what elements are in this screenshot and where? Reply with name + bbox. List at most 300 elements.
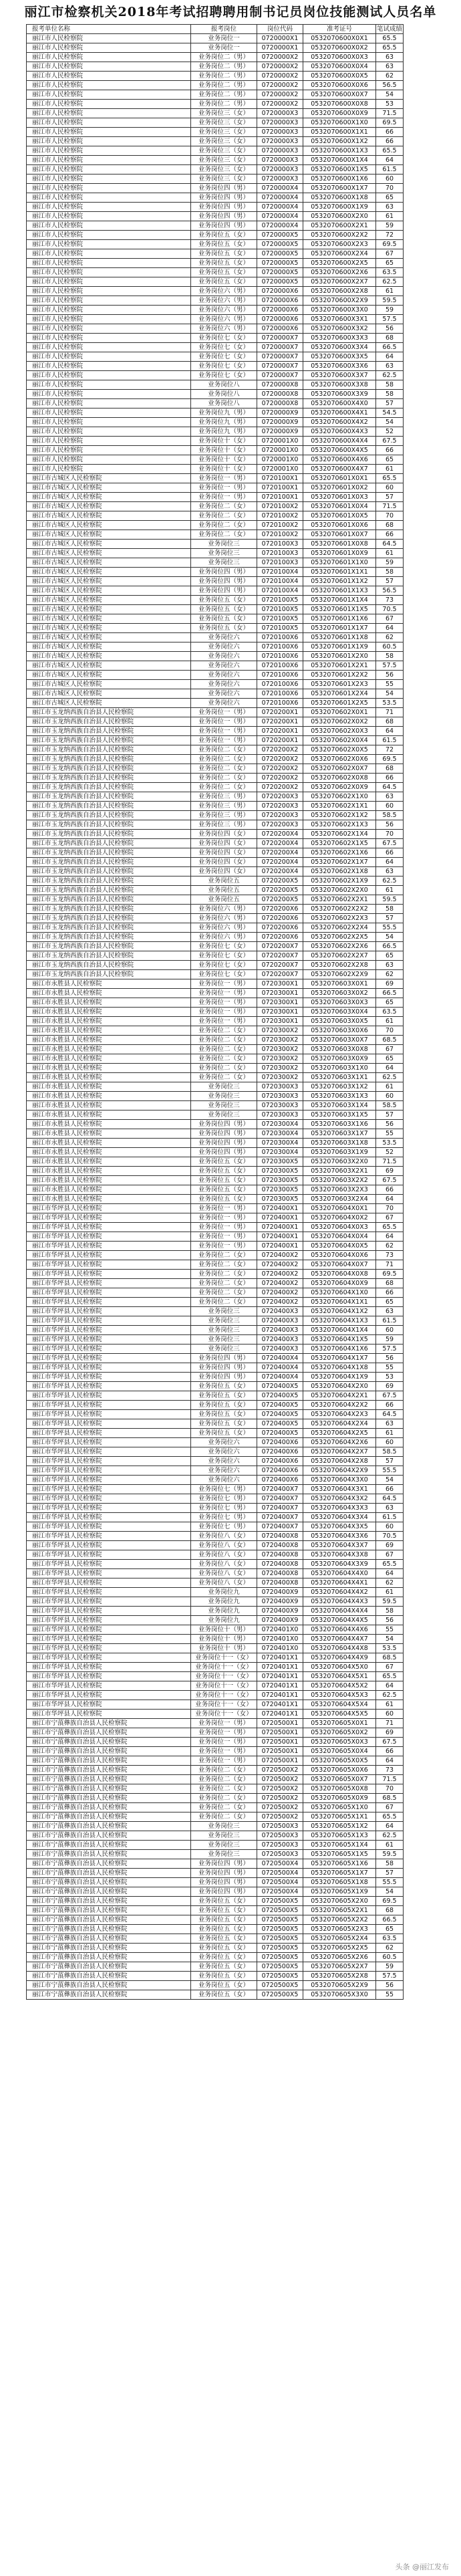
cell-position-code: 0720400X5 <box>257 1410 303 1419</box>
cell-position-code: 0720500X5 <box>257 1897 303 1906</box>
cell-unit: 丽江市华坪县人民检察院 <box>27 1494 191 1504</box>
table-row <box>27 708 404 717</box>
cell-position-code: 0720200X2 <box>257 783 303 792</box>
cell-ticket-number: 0532070602X1X9 <box>303 876 376 886</box>
table-row <box>27 1710 404 1719</box>
cell-score: 58 <box>376 1607 404 1616</box>
cell-ticket-number: 0532070600X1X4 <box>303 156 376 165</box>
cell-ticket-number: 0532070605X0X6 <box>303 1766 376 1775</box>
cell-position: 业务岗位一（男） <box>191 1738 257 1747</box>
cell-unit: 丽江市人民检察院 <box>27 231 191 240</box>
cell-position-code: 0720400X9 <box>257 1607 303 1616</box>
cell-unit: 丽江市玉龙纳西族自治县人民检察院 <box>27 876 191 886</box>
cell-position-code: 0720400X7 <box>257 1522 303 1532</box>
cell-position-code: 0720200X7 <box>257 970 303 979</box>
cell-position: 业务岗位八 <box>191 399 257 408</box>
cell-position: 业务岗位二（女） <box>191 1279 257 1288</box>
cell-ticket-number: 0532070600X2X9 <box>303 296 376 306</box>
table-row <box>27 1073 404 1082</box>
cell-position-code: 0720400X3 <box>257 1307 303 1316</box>
cell-unit: 丽江市华坪县人民检察院 <box>27 1344 191 1354</box>
cell-position: 业务岗位九 <box>191 1597 257 1607</box>
cell-position-code: 0720500X1 <box>257 1728 303 1738</box>
cell-position: 业务岗位六（男） <box>191 933 257 942</box>
cell-position-code: 0720400X1 <box>257 1213 303 1223</box>
cell-position: 业务岗位七（女） <box>191 352 257 362</box>
cell-position-code: 0720200X7 <box>257 951 303 961</box>
table-row <box>27 521 404 530</box>
table-row <box>27 1925 404 1934</box>
cell-position: 业务岗位七（男） <box>191 1504 257 1513</box>
cell-position: 业务岗位四（男） <box>191 203 257 212</box>
table-row <box>27 1841 404 1850</box>
table-row <box>27 979 404 989</box>
cell-score: 63 <box>376 203 404 212</box>
cell-score: 55 <box>376 1625 404 1635</box>
table-row <box>27 1438 404 1447</box>
cell-score: 66 <box>376 530 404 540</box>
cell-position: 业务岗位二（女） <box>191 1766 257 1775</box>
table-row <box>27 736 404 745</box>
cell-position: 业务岗位十一（女） <box>191 1710 257 1719</box>
cell-score: 66 <box>376 848 404 858</box>
cell-position: 业务岗位七（女） <box>191 343 257 352</box>
table-row <box>27 848 404 858</box>
cell-position: 业务岗位二（女） <box>191 1036 257 1045</box>
table-row <box>27 1906 404 1915</box>
cell-position-code: 0720000X2 <box>257 81 303 90</box>
cell-score: 70 <box>376 1026 404 1036</box>
cell-position: 业务岗位五（女） <box>191 1953 257 1962</box>
cell-unit: 丽江市玉龙纳西族自治县人民检察院 <box>27 914 191 923</box>
cell-position: 业务岗位五（女） <box>191 1410 257 1419</box>
cell-unit: 丽江市玉龙纳西族自治县人民检察院 <box>27 951 191 961</box>
cell-position-code: 0720400X5 <box>257 1382 303 1391</box>
cell-unit: 丽江市古城区人民检察院 <box>27 671 191 680</box>
cell-position: 业务岗位五（女） <box>191 1391 257 1401</box>
table-row <box>27 1944 404 1953</box>
cell-position: 业务岗位六 <box>191 1457 257 1466</box>
cell-ticket-number: 0532070601X1X6 <box>303 614 376 624</box>
table-row <box>27 1213 404 1223</box>
cell-position: 业务岗位三（女） <box>191 146 257 156</box>
cell-position-code: 0720400X9 <box>257 1588 303 1597</box>
cell-position-code: 0720400X9 <box>257 1616 303 1625</box>
cell-position: 业务岗位七（女） <box>191 951 257 961</box>
cell-position: 业务岗位三（女） <box>191 165 257 174</box>
cell-position-code: 0720400X5 <box>257 1401 303 1410</box>
cell-score: 62 <box>376 633 404 642</box>
cell-score: 68 <box>376 334 404 343</box>
cell-position-code: 0720500X2 <box>257 1803 303 1812</box>
cell-position-code: 0720000X6 <box>257 287 303 296</box>
cell-unit: 丽江市古城区人民检察院 <box>27 661 191 671</box>
cell-ticket-number: 0532070600X3X9 <box>303 390 376 399</box>
cell-position: 业务岗位四（女） <box>191 839 257 848</box>
cell-unit: 丽江市人民检察院 <box>27 427 191 437</box>
cell-score: 57 <box>376 1110 404 1120</box>
cell-position-code: 0720100X5 <box>257 624 303 633</box>
table-row <box>27 43 404 53</box>
cell-score: 69 <box>376 1167 404 1176</box>
table-row <box>27 483 404 493</box>
table-row <box>27 1653 404 1663</box>
cell-position-code: 0720000X4 <box>257 221 303 231</box>
table-row <box>27 1550 404 1560</box>
cell-score: 68 <box>376 717 404 727</box>
cell-position: 业务岗位五（女） <box>191 259 257 268</box>
cell-position: 业务岗位三 <box>191 540 257 549</box>
cell-position-code: 0720500X5 <box>257 1953 303 1962</box>
cell-position-code: 0720300X4 <box>257 1148 303 1157</box>
cell-ticket-number: 0532070600X4X2 <box>303 418 376 427</box>
cell-ticket-number: 0532070600X0X4 <box>303 62 376 72</box>
cell-position: 业务岗位三（男） <box>191 792 257 802</box>
cell-unit: 丽江市永胜县人民检察院 <box>27 1017 191 1026</box>
cell-position-code: 0720500X2 <box>257 1812 303 1822</box>
cell-ticket-number: 0532070604X0X2 <box>303 1213 376 1223</box>
cell-ticket-number: 0532070604X4X5 <box>303 1616 376 1625</box>
cell-score: 62.5 <box>376 1831 404 1841</box>
cell-ticket-number: 0532070605X2X0 <box>303 1897 376 1906</box>
cell-unit: 丽江市宁蒗彝族自治县人民检察院 <box>27 1906 191 1915</box>
cell-position-code: 0720400X1 <box>257 1204 303 1213</box>
cell-position: 业务岗位五（女） <box>191 1167 257 1176</box>
cell-position-code: 0720400X6 <box>257 1447 303 1457</box>
cell-position: 业务岗位五（女） <box>191 1897 257 1906</box>
cell-unit: 丽江市古城区人民检察院 <box>27 605 191 614</box>
cell-position: 业务岗位六 <box>191 661 257 671</box>
cell-unit: 丽江市古城区人民检察院 <box>27 540 191 549</box>
cell-position-code: 0720500X5 <box>257 1981 303 1990</box>
cell-unit: 丽江市玉龙纳西族自治县人民检察院 <box>27 802 191 811</box>
table-row <box>27 1373 404 1382</box>
cell-unit: 丽江市华坪县人民检察院 <box>27 1560 191 1569</box>
cell-unit: 丽江市永胜县人民检察院 <box>27 1064 191 1073</box>
cell-position-code: 0720100X6 <box>257 680 303 689</box>
cell-unit: 丽江市华坪县人民检察院 <box>27 1625 191 1635</box>
cell-ticket-number: 0532070604X3X7 <box>303 1541 376 1550</box>
table-row <box>27 1597 404 1607</box>
cell-ticket-number: 0532070604X2X6 <box>303 1438 376 1447</box>
table-row <box>27 1419 404 1429</box>
cell-unit: 丽江市华坪县人民检察院 <box>27 1476 191 1485</box>
table-row <box>27 1185 404 1195</box>
cell-position-code: 0720100X5 <box>257 596 303 605</box>
table-row <box>27 137 404 146</box>
table-row <box>27 1391 404 1401</box>
cell-unit: 丽江市玉龙纳西族自治县人民检察院 <box>27 745 191 755</box>
cell-position: 业务岗位五（女） <box>191 1915 257 1925</box>
cell-ticket-number: 0532070605X1X7 <box>303 1869 376 1878</box>
cell-score: 54 <box>376 1476 404 1485</box>
cell-position: 业务岗位三 <box>191 558 257 568</box>
cell-score: 71 <box>376 1260 404 1270</box>
cell-ticket-number: 0532070604X3X8 <box>303 1550 376 1560</box>
cell-unit: 丽江市玉龙纳西族自治县人民检察院 <box>27 755 191 764</box>
cell-unit: 丽江市人民检察院 <box>27 43 191 53</box>
watermark: 头条 @丽江发布 <box>395 2563 449 2571</box>
cell-unit: 丽江市华坪县人民检察院 <box>27 1522 191 1532</box>
cell-ticket-number: 0532070605X2X8 <box>303 1972 376 1981</box>
table-row <box>27 549 404 558</box>
cell-unit: 丽江市宁蒗彝族自治县人民检察院 <box>27 1747 191 1756</box>
cell-score: 64.5 <box>376 1494 404 1504</box>
cell-position-code: 0720500X1 <box>257 1756 303 1766</box>
cell-unit: 丽江市永胜县人民检察院 <box>27 1195 191 1204</box>
cell-position-code: 0720200X2 <box>257 745 303 755</box>
cell-position: 业务岗位二（女） <box>191 1288 257 1298</box>
cell-position: 业务岗位五（女） <box>191 1944 257 1953</box>
cell-score: 63 <box>376 867 404 876</box>
cell-score: 70.5 <box>376 1532 404 1541</box>
table-row <box>27 1644 404 1653</box>
table-row <box>27 1663 404 1672</box>
cell-position: 业务岗位五（女） <box>191 277 257 287</box>
cell-unit: 丽江市华坪县人民检察院 <box>27 1597 191 1607</box>
cell-unit: 丽江市华坪县人民检察院 <box>27 1457 191 1466</box>
cell-position-code: 0720000X3 <box>257 156 303 165</box>
cell-position: 业务岗位六（男） <box>191 923 257 933</box>
cell-score: 71.5 <box>376 1157 404 1167</box>
cell-position: 业务岗位一（男） <box>191 1232 257 1242</box>
table-row <box>27 1110 404 1120</box>
cell-ticket-number: 0532070604X0X8 <box>303 1270 376 1279</box>
cell-unit: 丽江市人民检察院 <box>27 362 191 371</box>
cell-position-code: 0720300X5 <box>257 1167 303 1176</box>
table-row <box>27 465 404 474</box>
cell-score: 67 <box>376 1663 404 1672</box>
table-row <box>27 399 404 408</box>
table-row <box>27 596 404 605</box>
cell-score: 62.5 <box>376 1691 404 1700</box>
cell-ticket-number: 0532070603X2X2 <box>303 1176 376 1185</box>
cell-score: 64 <box>376 858 404 867</box>
cell-ticket-number: 0532070602X1X6 <box>303 848 376 858</box>
cell-position: 业务岗位一（男） <box>191 1213 257 1223</box>
table-row <box>27 1588 404 1597</box>
cell-unit: 丽江市人民检察院 <box>27 184 191 193</box>
cell-score: 67 <box>376 1213 404 1223</box>
cell-position: 业务岗位六 <box>191 671 257 680</box>
table-row <box>27 306 404 315</box>
cell-unit: 丽江市人民检察院 <box>27 455 191 465</box>
cell-ticket-number: 0532070605X2X4 <box>303 1934 376 1944</box>
table-row <box>27 324 404 334</box>
cell-position: 业务岗位五（女） <box>191 1185 257 1195</box>
cell-score: 63 <box>376 1419 404 1429</box>
cell-unit: 丽江市古城区人民检察院 <box>27 502 191 511</box>
cell-position-code: 0720100X1 <box>257 493 303 502</box>
cell-score: 61 <box>376 1700 404 1710</box>
cell-ticket-number: 0532070602X2X2 <box>303 905 376 914</box>
cell-ticket-number: 0532070603X0X2 <box>303 989 376 998</box>
cell-position: 业务岗位六 <box>191 633 257 642</box>
cell-position-code: 0720500X1 <box>257 1738 303 1747</box>
cell-score: 68 <box>376 1906 404 1915</box>
cell-score: 53.5 <box>376 1644 404 1653</box>
cell-unit: 丽江市宁蒗彝族自治县人民检察院 <box>27 1794 191 1803</box>
cell-unit: 丽江市华坪县人民检察院 <box>27 1307 191 1316</box>
cell-ticket-number: 0532070601X1X9 <box>303 642 376 652</box>
cell-ticket-number: 0532070604X1X5 <box>303 1335 376 1344</box>
cell-score: 59.5 <box>376 895 404 905</box>
cell-position-code: 0720200X7 <box>257 942 303 951</box>
cell-unit: 丽江市华坪县人民检察院 <box>27 1691 191 1700</box>
cell-unit: 丽江市宁蒗彝族自治县人民检察院 <box>27 1784 191 1794</box>
table-row <box>27 1204 404 1213</box>
cell-unit: 丽江市华坪县人民检察院 <box>27 1616 191 1625</box>
cell-position: 业务岗位三 <box>191 1110 257 1120</box>
cell-ticket-number: 0532070602X0X3 <box>303 727 376 736</box>
cell-position: 业务岗位八（女） <box>191 1550 257 1560</box>
table-row <box>27 1541 404 1550</box>
cell-position: 业务岗位六 <box>191 1447 257 1457</box>
cell-score: 66 <box>376 137 404 146</box>
header-score: 笔试成绩 <box>376 25 402 33</box>
table-row <box>27 287 404 296</box>
cell-unit: 丽江市人民检察院 <box>27 118 191 128</box>
table-row <box>27 680 404 689</box>
cell-position: 业务岗位六（男） <box>191 905 257 914</box>
cell-ticket-number: 0532070600X0X9 <box>303 109 376 118</box>
cell-unit: 丽江市宁蒗彝族自治县人民检察院 <box>27 1981 191 1990</box>
cell-position-code: 0720001X0 <box>257 465 303 474</box>
cell-unit: 丽江市华坪县人民检察院 <box>27 1335 191 1344</box>
cell-score: 70 <box>376 511 404 521</box>
cell-score: 62 <box>376 1242 404 1251</box>
cell-score: 60 <box>376 1092 404 1101</box>
cell-position-code: 0720000X5 <box>257 277 303 287</box>
cell-position-code: 0720500X1 <box>257 1747 303 1756</box>
cell-unit: 丽江市华坪县人民检察院 <box>27 1485 191 1494</box>
cell-position: 业务岗位一（男） <box>191 989 257 998</box>
cell-unit: 丽江市宁蒗彝族自治县人民检察院 <box>27 1934 191 1944</box>
cell-score: 60 <box>376 1326 404 1335</box>
cell-position-code: 0720200X3 <box>257 792 303 802</box>
cell-position: 业务岗位六（男） <box>191 306 257 315</box>
cell-ticket-number: 0532070601X2X4 <box>303 689 376 699</box>
table-row <box>27 315 404 324</box>
cell-unit: 丽江市华坪县人民检察院 <box>27 1223 191 1232</box>
cell-position: 业务岗位五（女） <box>191 268 257 277</box>
candidate-table <box>26 24 404 2000</box>
cell-position: 业务岗位五（女） <box>191 1934 257 1944</box>
cell-position-code: 0720000X3 <box>257 109 303 118</box>
cell-unit: 丽江市玉龙纳西族自治县人民检察院 <box>27 867 191 876</box>
cell-ticket-number: 0532070601X1X0 <box>303 558 376 568</box>
cell-position: 业务岗位十一（女） <box>191 1681 257 1691</box>
cell-unit: 丽江市人民检察院 <box>27 165 191 174</box>
cell-ticket-number: 0532070602X2X5 <box>303 933 376 942</box>
cell-unit: 丽江市华坪县人民检察院 <box>27 1541 191 1550</box>
cell-position-code: 0720400X1 <box>257 1232 303 1242</box>
cell-position-code: 0720500X5 <box>257 1906 303 1915</box>
cell-position: 业务岗位一 <box>191 34 257 43</box>
cell-score: 65 <box>376 1298 404 1307</box>
cell-ticket-number: 0532070600X1X7 <box>303 184 376 193</box>
table-row <box>27 727 404 736</box>
table-row <box>27 652 404 661</box>
table-row <box>27 146 404 156</box>
table-row <box>27 259 404 268</box>
cell-position-code: 0720500X3 <box>257 1822 303 1831</box>
table-row <box>27 876 404 886</box>
cell-position-code: 0720000X9 <box>257 418 303 427</box>
cell-position: 业务岗位三 <box>191 1841 257 1850</box>
cell-unit: 丽江市华坪县人民检察院 <box>27 1354 191 1363</box>
cell-position-code: 0720000X1 <box>257 34 303 43</box>
cell-position: 业务岗位四（男） <box>191 1363 257 1373</box>
cell-position-code: 0720100X6 <box>257 633 303 642</box>
cell-position: 业务岗位三 <box>191 1101 257 1110</box>
cell-ticket-number: 0532070604X4X3 <box>303 1597 376 1607</box>
cell-position: 业务岗位三（男） <box>191 820 257 830</box>
cell-unit: 丽江市宁蒗彝族自治县人民检察院 <box>27 1944 191 1953</box>
table-row <box>27 1176 404 1185</box>
cell-position-code: 0720300X5 <box>257 1176 303 1185</box>
cell-unit: 丽江市华坪县人民检察院 <box>27 1298 191 1307</box>
cell-score: 64 <box>376 727 404 736</box>
cell-position-code: 0720500X3 <box>257 1841 303 1850</box>
cell-position-code: 0720100X6 <box>257 671 303 680</box>
cell-score: 62 <box>376 1578 404 1588</box>
cell-score: 71.5 <box>376 109 404 118</box>
table-row <box>27 1700 404 1710</box>
cell-unit: 丽江市华坪县人民检察院 <box>27 1316 191 1326</box>
cell-position: 业务岗位七（女） <box>191 970 257 979</box>
cell-ticket-number: 0532070600X3X6 <box>303 362 376 371</box>
table-row <box>27 128 404 137</box>
cell-score: 70 <box>376 830 404 839</box>
cell-score: 58 <box>376 380 404 390</box>
cell-position: 业务岗位二（女） <box>191 764 257 774</box>
cell-position-code: 0720200X3 <box>257 820 303 830</box>
table-row <box>27 1316 404 1326</box>
cell-ticket-number: 0532070601X0X6 <box>303 521 376 530</box>
cell-unit: 丽江市古城区人民检察院 <box>27 577 191 586</box>
cell-unit: 丽江市古城区人民检察院 <box>27 596 191 605</box>
table-row <box>27 1036 404 1045</box>
table-row <box>27 34 404 43</box>
table-row <box>27 343 404 352</box>
cell-score: 64.5 <box>376 540 404 549</box>
cell-ticket-number: 0532070602X2X0 <box>303 886 376 895</box>
cell-position-code: 0720100X3 <box>257 549 303 558</box>
cell-unit: 丽江市永胜县人民检察院 <box>27 1036 191 1045</box>
cell-position: 业务岗位八（女） <box>191 1532 257 1541</box>
cell-score: 61.5 <box>376 1513 404 1522</box>
cell-score: 62.5 <box>376 1073 404 1082</box>
table-row <box>27 1494 404 1504</box>
cell-position-code: 0720400X1 <box>257 1242 303 1251</box>
cell-unit: 丽江市人民检察院 <box>27 81 191 90</box>
cell-position-code: 0720500X3 <box>257 1831 303 1841</box>
cell-position-code: 0720000X6 <box>257 324 303 334</box>
cell-unit: 丽江市永胜县人民检察院 <box>27 979 191 989</box>
cell-ticket-number: 0532070603X0X7 <box>303 1036 376 1045</box>
cell-ticket-number: 0532070600X0X7 <box>303 90 376 100</box>
cell-ticket-number: 0532070604X5X2 <box>303 1681 376 1691</box>
cell-position: 业务岗位七（男） <box>191 1485 257 1494</box>
table-row <box>27 1354 404 1363</box>
cell-unit: 丽江市古城区人民检察院 <box>27 493 191 502</box>
cell-position: 业务岗位八 <box>191 390 257 399</box>
cell-position-code: 0720200X1 <box>257 717 303 727</box>
cell-unit: 丽江市华坪县人民检察院 <box>27 1260 191 1270</box>
cell-position: 业务岗位一（男） <box>191 727 257 736</box>
cell-position-code: 0720100X6 <box>257 661 303 671</box>
